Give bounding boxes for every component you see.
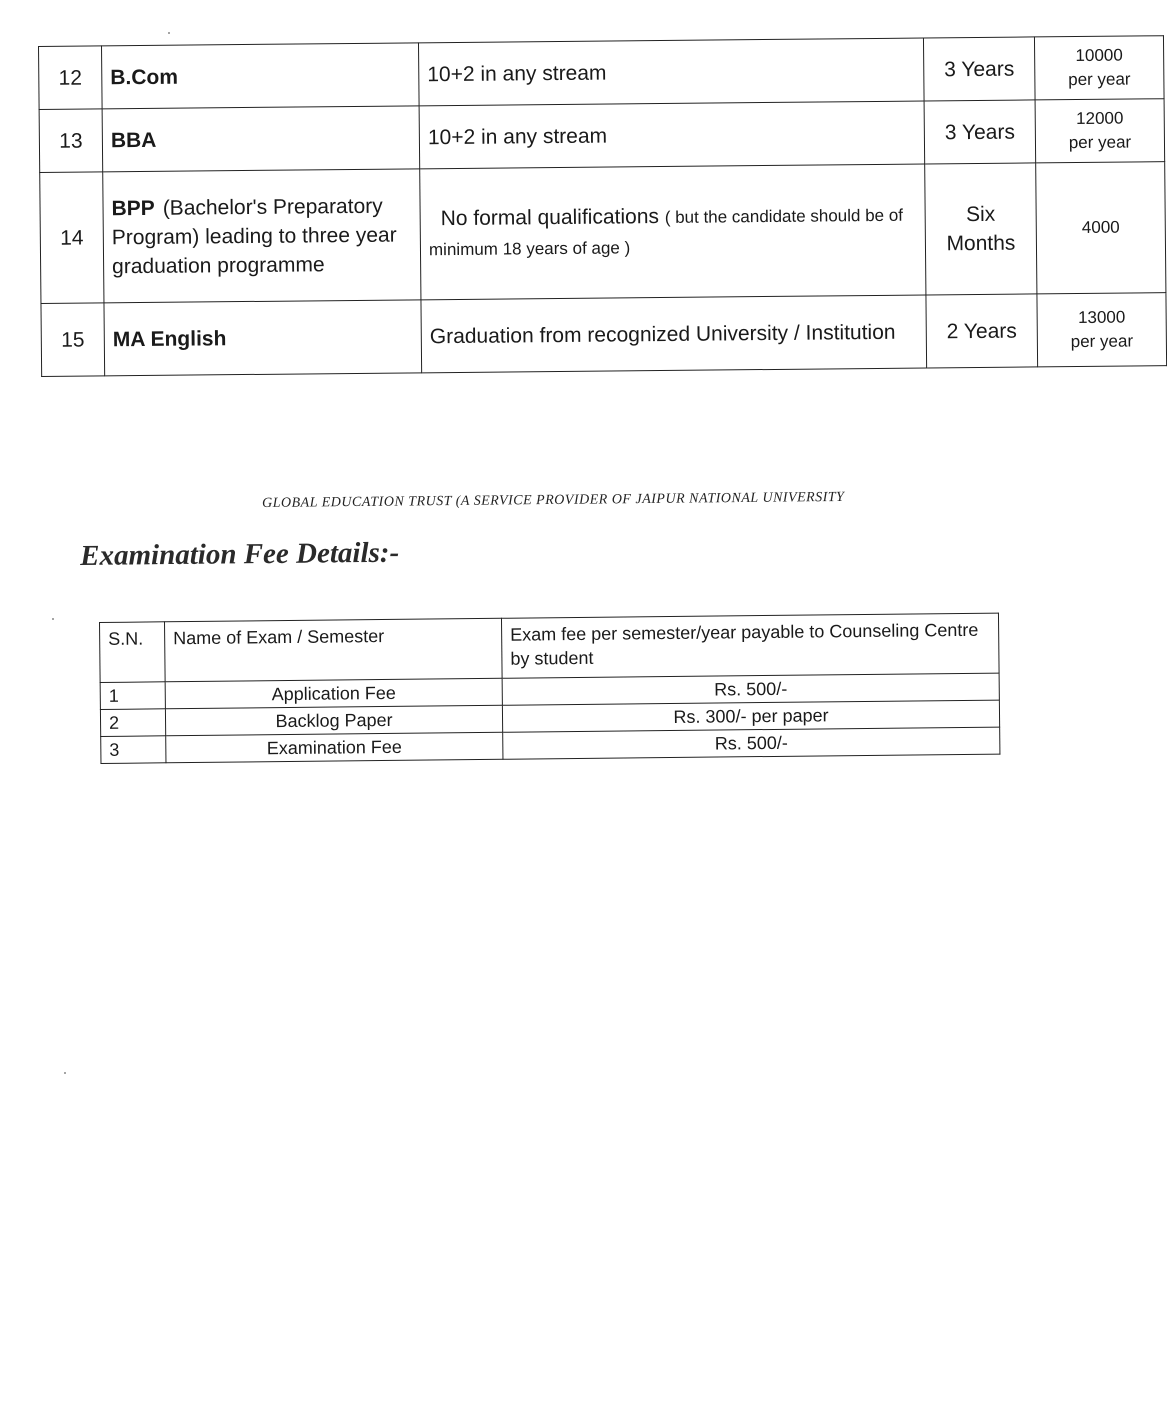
- course-eligibility: [420, 164, 926, 300]
- course-sn: 14: [40, 172, 104, 304]
- course-fee: [1036, 162, 1166, 294]
- eligibility-main: No formal qualifications: [440, 205, 660, 231]
- course-name: [103, 169, 421, 303]
- fee-amount: 4000: [1081, 217, 1120, 237]
- exam-name: Examination Fee: [166, 732, 503, 763]
- course-code: BBA: [110, 128, 157, 152]
- fee-amount: 13000: [1077, 307, 1126, 328]
- course-eligibility: 10+2 in any stream: [418, 38, 924, 106]
- eligibility-note: ( but the candidate should be of minimum 18 years of age ): [428, 205, 904, 260]
- header-fee: Exam fee per semester/year payable to Counseling Centre by student: [501, 613, 999, 678]
- exam-name: Application Fee: [165, 678, 502, 709]
- course-code: MA English: [112, 326, 227, 351]
- fee-amount: 12000: [1076, 108, 1124, 129]
- course-description: (Bachelor's Preparatory Program) leading to three year graduation programme: [111, 194, 397, 278]
- course-code: B.Com: [110, 65, 179, 89]
- course-sn: 13: [39, 109, 103, 173]
- course-duration: Six Months: [925, 163, 1037, 295]
- course-fee: [1034, 36, 1164, 100]
- course-sn: 15: [41, 303, 105, 377]
- course-duration: 3 Years: [923, 37, 1035, 101]
- exam-sn: 2: [100, 709, 165, 737]
- exam-table-wrapper: [99, 613, 997, 764]
- fee-unit: per year: [1070, 331, 1134, 352]
- table-header-row: [100, 613, 1000, 682]
- course-duration: 3 Years: [924, 100, 1036, 164]
- fee-unit: per year: [1068, 132, 1132, 153]
- course-name: [102, 106, 420, 172]
- table-row: [39, 36, 1165, 110]
- course-sn: 12: [39, 46, 103, 110]
- trust-footer-line: GLOBAL EDUCATION TRUST (A SERVICE PROVIDER OF JAIPUR NATIONAL UNIVERSITY: [262, 489, 845, 511]
- header-sn: S.N.: [100, 622, 166, 683]
- scan-speck: [52, 618, 54, 620]
- table-row: [41, 293, 1167, 377]
- exam-name: Backlog Paper: [165, 705, 502, 736]
- course-fee: [1037, 293, 1167, 367]
- exam-fee: Rs. 300/- per paper: [502, 700, 999, 732]
- course-eligibility: 10+2 in any stream: [419, 101, 925, 169]
- scan-speck: [168, 32, 170, 34]
- course-duration: 2 Years: [926, 294, 1038, 368]
- exam-fee: Rs. 500/-: [502, 673, 999, 705]
- table-row: [40, 162, 1166, 304]
- exam-fee-table: [99, 613, 1000, 764]
- course-name: [104, 300, 422, 376]
- exam-sn: 3: [101, 736, 166, 764]
- course-table: [38, 35, 1167, 377]
- scan-speck: [64, 1072, 66, 1074]
- course-fee: [1035, 99, 1165, 163]
- course-table-wrapper: [38, 36, 1134, 377]
- header-name: Name of Exam / Semester: [165, 618, 503, 682]
- exam-fee: Rs. 500/-: [503, 727, 1000, 759]
- table-row: [39, 99, 1165, 173]
- course-code: BPP: [111, 196, 155, 220]
- fee-amount: 10000: [1075, 45, 1123, 66]
- course-name: [102, 43, 420, 109]
- course-eligibility: Graduation from recognized University / Institution: [421, 295, 927, 373]
- exam-sn: 1: [100, 682, 165, 710]
- exam-fee-heading: Examination Fee Details:-: [80, 536, 400, 572]
- fee-unit: per year: [1068, 69, 1131, 90]
